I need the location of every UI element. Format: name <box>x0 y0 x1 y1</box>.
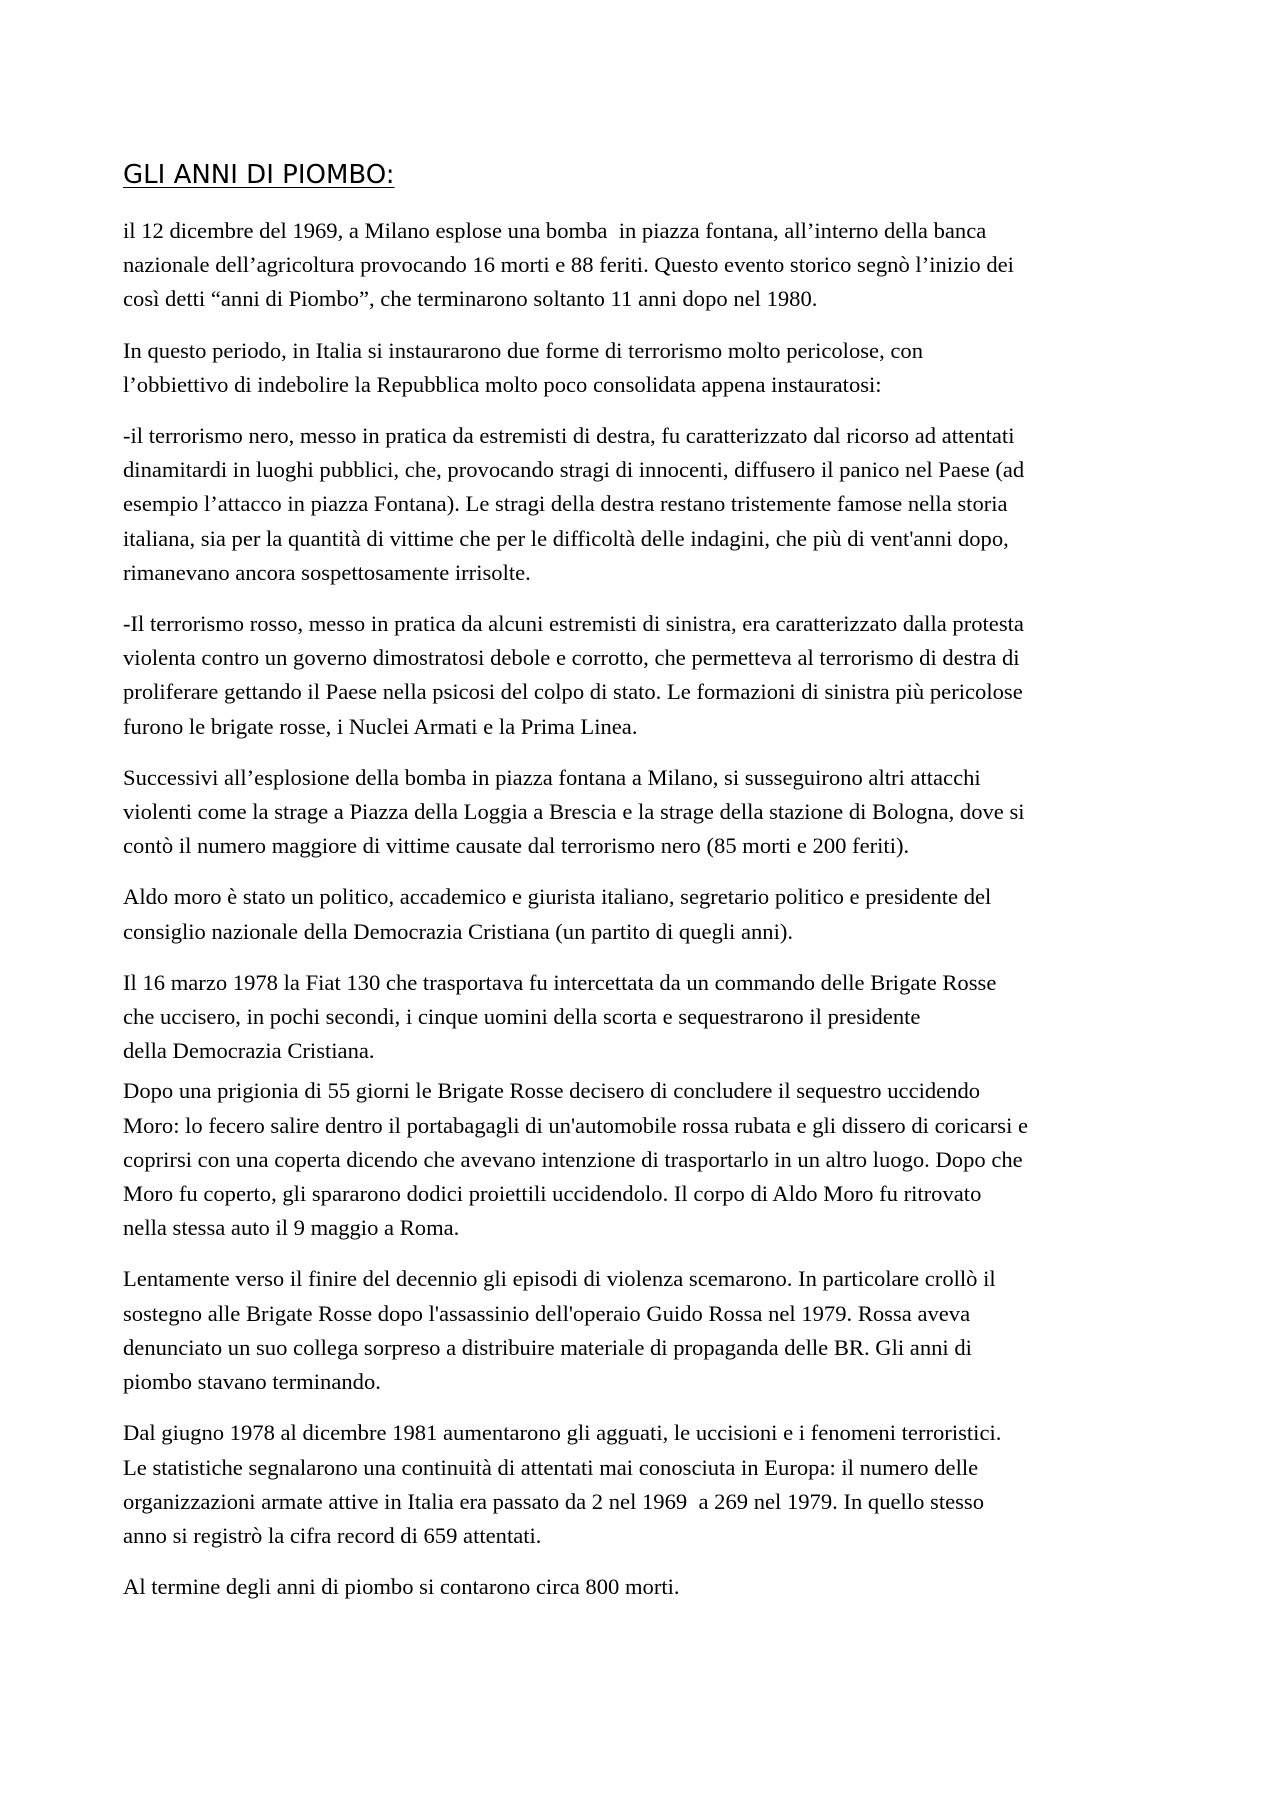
text-line: italiana, sia per la quantità di vittime che per le difficoltà delle indagini, che più di vent'anni dopo, <box>123 525 1009 551</box>
text-line: Successivi all’esplosione della bomba in piazza fontana a Milano, si susseguirono altri attacchi <box>123 764 981 790</box>
paragraph-conclusion <box>123 1570 1173 1604</box>
text-line: che uccisero, in pochi secondi, i cinque uomini della scorta e sequestrarono il presidente <box>123 1004 921 1030</box>
text-line: proliferare gettando il Paese nella psicosi del colpo di stato. Le formazioni di sinistra più pericolose <box>123 679 1023 705</box>
paragraph-terrorism-forms <box>123 334 1173 402</box>
document-body <box>123 157 1173 1621</box>
paragraph-decline <box>123 1262 1173 1399</box>
text-line: Dal giugno 1978 al dicembre 1981 aumentarono gli agguati, le uccisioni e i fenomeni terroristici. <box>123 1420 1002 1446</box>
text-line: coprirsi con una coperta dicendo che avevano intenzione di trasportarlo in un altro luogo. Dopo che <box>123 1146 1023 1172</box>
paragraph-aldo-moro <box>123 880 1173 948</box>
text-line: denunciato un suo collega sorpreso a distribuire materiale di propaganda delle BR. Gli anni di <box>123 1334 972 1360</box>
text-line: -Il terrorismo rosso, messo in pratica da alcuni estremisti di sinistra, era caratterizzato dalla protesta <box>123 611 1024 637</box>
text-line: dinamitardi in luoghi pubblici, che, provocando stragi di innocenti, diffusero il panico nel Paese (ad <box>123 457 1025 483</box>
paragraph-black-terrorism <box>123 419 1173 590</box>
paragraph-intro <box>123 214 1173 317</box>
text-line: nazionale dell’agricoltura provocando 16 morti e 88 feriti. Questo evento storico segnò l’inizio dei <box>123 252 1014 278</box>
text-line: Moro: lo fecero salire dentro il portabagagli di un'automobile rossa rubata e gli dissero di coricarsi e <box>123 1112 1029 1138</box>
text-line: Il 16 marzo 1978 la Fiat 130 che trasportava fu intercettata da un commando delle Brigate Rosse <box>123 969 997 995</box>
paragraph-imprisonment <box>123 1074 1173 1245</box>
text-line: nella stessa auto il 9 maggio a Roma. <box>123 1215 460 1241</box>
text-line: il 12 dicembre del 1969, a Milano esplose una bomba in piazza fontana, all’interno della banca <box>123 218 987 243</box>
text-line: furono le brigate rosse, i Nuclei Armati e la Prima Linea. <box>123 713 638 739</box>
text-line: violenta contro un governo dimostratosi debole e corrotto, che permetteva al terrorismo di destra di <box>123 645 1020 671</box>
text-line: della Democrazia Cristiana. <box>123 1038 375 1064</box>
text-line: esempio l’attacco in piazza Fontana). Le stragi della destra restano tristemente famose nella storia <box>123 491 1008 517</box>
text-line: -il terrorismo nero, messo in pratica da estremisti di destra, fu caratterizzato dal ricorso ad attentati <box>123 423 1015 449</box>
paragraph-kidnapping <box>123 966 1173 1069</box>
text-line: organizzazioni armate attive in Italia era passato da 2 nel 1969 a 269 nel 1979. In quello stesso <box>123 1488 985 1514</box>
paragraph-attacks <box>123 761 1173 864</box>
text-line: sostegno alle Brigate Rosse dopo l'assassinio dell'operaio Guido Rossa nel 1979. Rossa aveva <box>123 1300 971 1326</box>
text-line: contò il numero maggiore di vittime causate dal terrorismo nero (85 morti e 200 feriti). <box>123 833 910 859</box>
text-line: anno si registrò la cifra record di 659 attentati. <box>123 1522 542 1548</box>
text-line: Aldo moro è stato un politico, accademico e giurista italiano, segretario politico e presidente del <box>123 884 992 910</box>
text-line: Lentamente verso il finire del decennio gli episodi di violenza scemarono. In particolare crollò il <box>123 1266 996 1292</box>
text-line: piombo stavano terminando. <box>123 1369 381 1395</box>
paragraph-red-terrorism <box>123 607 1173 744</box>
text-line: Al termine degli anni di piombo si contarono circa 800 morti. <box>123 1574 680 1600</box>
text-line: In questo periodo, in Italia si instaurarono due forme di terrorismo molto pericolose, con <box>123 337 923 363</box>
text-line: consiglio nazionale della Democrazia Cristiana (un partito di quegli anni). <box>123 918 794 944</box>
paragraph-statistics <box>123 1416 1173 1553</box>
text-line: Dopo una prigionia di 55 giorni le Brigate Rosse decisero di concludere il sequestro uccidendo <box>123 1078 981 1104</box>
text-line: Moro fu coperto, gli spararono dodici proiettili uccidendolo. Il corpo di Aldo Moro fu ritrovato <box>123 1181 982 1207</box>
document-title: GLI ANNI DI PIOMBO: <box>123 160 395 190</box>
text-line: così detti “anni di Piombo”, che terminarono soltanto 11 anni dopo nel 1980. <box>123 286 818 312</box>
text-line: l’obbiettivo di indebolire la Repubblica molto poco consolidata appena instauratosi: <box>123 371 882 397</box>
text-line: rimanevano ancora sospettosamente irrisolte. <box>123 559 531 585</box>
text-line: violenti come la strage a Piazza della Loggia a Brescia e la strage della stazione di Bologna, dove si <box>123 799 1025 825</box>
text-line: Le statistiche segnalarono una continuità di attentati mai conosciuta in Europa: il numero delle <box>123 1454 979 1480</box>
